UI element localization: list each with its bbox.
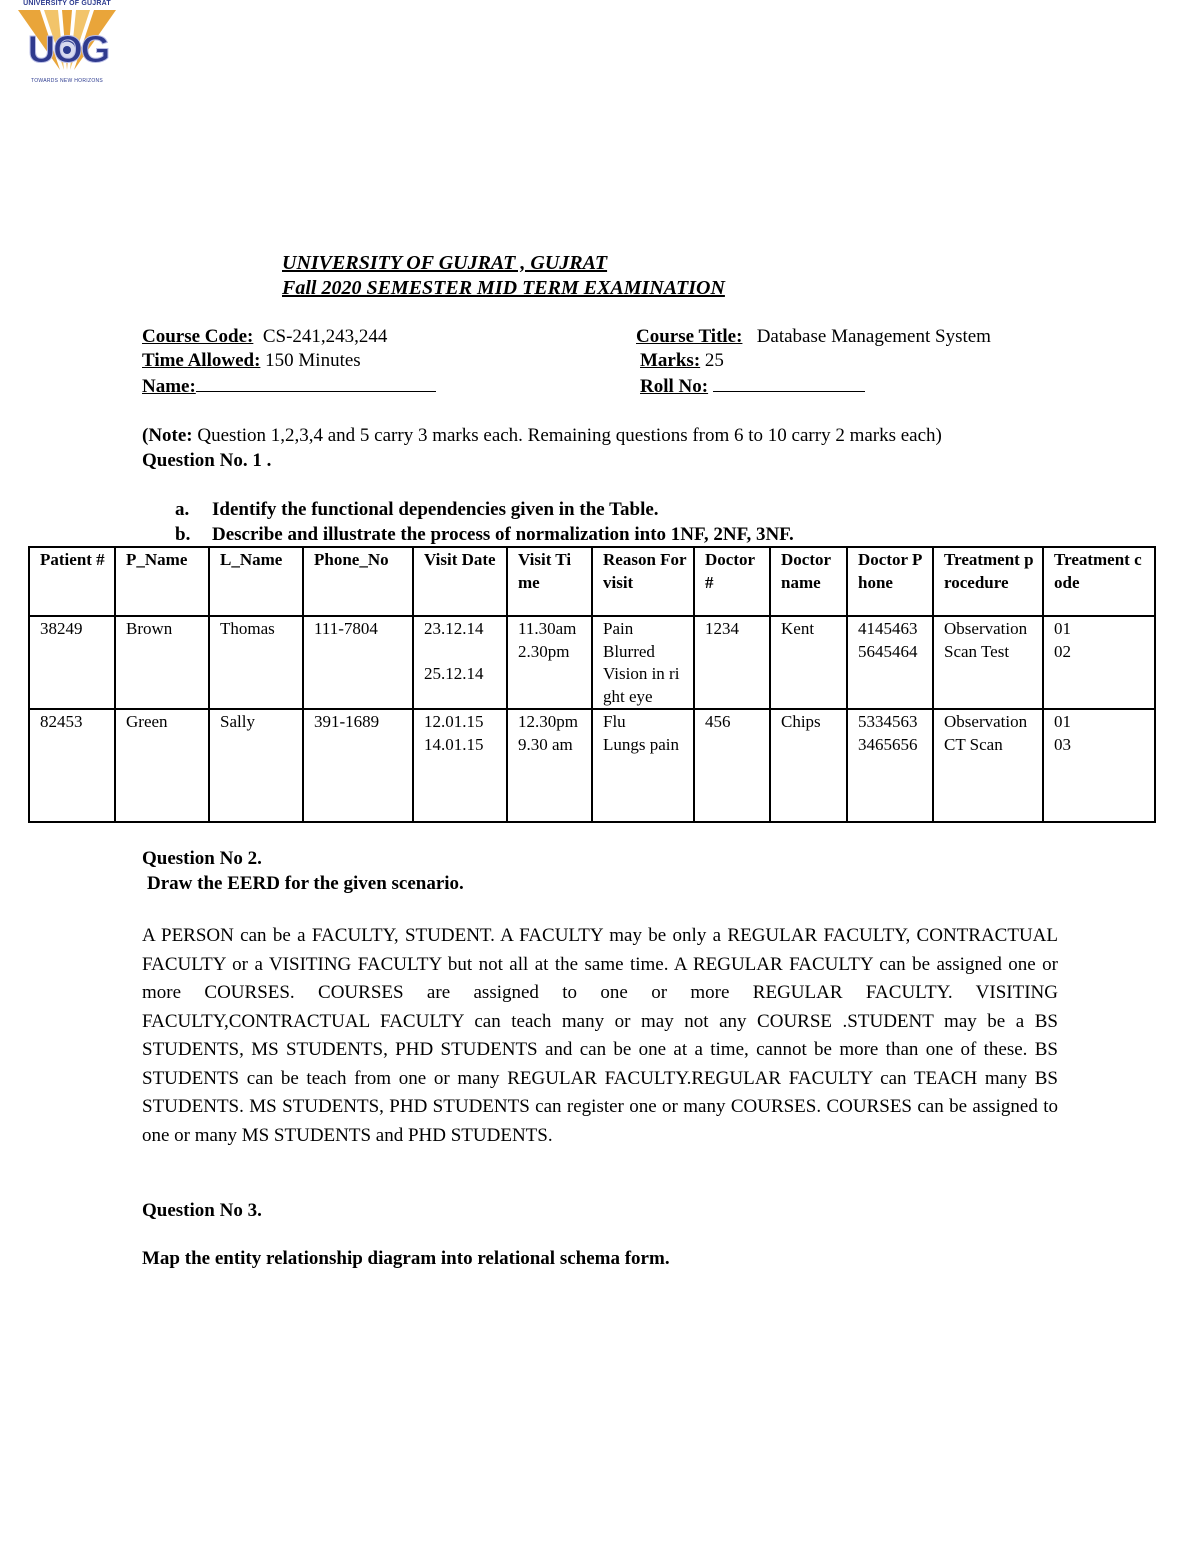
time-allowed-row: [142, 349, 361, 373]
table-cell: 38249: [29, 616, 115, 709]
question-3-instruction: Map the entity relationship diagram into relational schema form.: [142, 1248, 670, 1269]
name-blank-line: [196, 374, 436, 392]
column-header: Phone_No: [303, 547, 413, 616]
question-2-title: Question No 2.: [142, 848, 262, 869]
patient-visit-table: [28, 546, 1156, 823]
roll-no-blank-line: [713, 374, 865, 392]
column-header: Doctor #: [694, 547, 770, 616]
course-code-row: [142, 325, 387, 349]
course-title-value: Database Management System: [756, 326, 991, 347]
name-label: Name:: [142, 376, 196, 397]
marks-label: Marks:: [640, 350, 701, 371]
name-row: [142, 374, 436, 399]
table-row: [29, 709, 1155, 822]
q1-item-a-text: Identify the functional dependencies given in the Table.: [212, 499, 659, 520]
table-cell: Observation Scan Test: [933, 616, 1043, 709]
table-cell: Chips: [770, 709, 847, 822]
table-header-row: [29, 547, 1155, 616]
exam-title: Fall 2020 SEMESTER MID TERM EXAMINATION: [282, 277, 725, 299]
table-cell: 5334563 3465656: [847, 709, 933, 822]
roll-no-row: [640, 374, 865, 399]
q1-item-b-text: Describe and illustrate the process of normalization into 1NF, 2NF, 3NF.: [212, 524, 794, 545]
table-cell: 01 02: [1043, 616, 1155, 709]
column-header: Visit Time: [507, 547, 592, 616]
question-2-instruction: Draw the EERD for the given scenario.: [147, 873, 464, 894]
table-cell: 12.30pm 9.30 am: [507, 709, 592, 822]
column-header: L_Name: [209, 547, 303, 616]
university-title: UNIVERSITY OF GUJRAT , GUJRAT: [282, 252, 608, 274]
table-cell: 01 03: [1043, 709, 1155, 822]
table-cell: 1234: [694, 616, 770, 709]
table-cell: 111-7804: [303, 616, 413, 709]
table-cell: Pain Blurred Vision in right eye: [592, 616, 694, 709]
table-cell: 456: [694, 709, 770, 822]
logo-top-text: UNIVERSITY OF GUJRAT: [23, 0, 111, 7]
table-cell: 82453: [29, 709, 115, 822]
question-2-scenario: A PERSON can be a FACULTY, STUDENT. A FACULTY may be only a REGULAR FACULTY, CONTRACTUAL FACULTY or a VISITING FACULTY but not all at the same time. A REGULAR FACULTY can be assigned one or more COURSES. COURSES are assigned to one or more REGULAR FACULTY. VISITING FACULTY,CONTRACTUAL FACULTY can teach many or may not any COURSE .STUDENT may be a BS STUDENTS, MS STUDENTS, PHD STUDENTS and can be one at a time, cannot be more than one of these. BS STUDENTS can be teach from one or many REGULAR FACULTY.REGULAR FACULTY can TEACH many BS STUDENTS. MS STUDENTS, PHD STUDENTS can register one or many COURSES. COURSES can be assigned to one or many MS STUDENTS and PHD STUDENTS.: [142, 925, 1058, 1146]
marks-value: 25: [704, 350, 724, 371]
table-cell: Green: [115, 709, 209, 822]
column-header: Reason For visit: [592, 547, 694, 616]
question-1-title: Question No. 1 .: [142, 450, 272, 471]
column-header: Doctor Phone: [847, 547, 933, 616]
question-3-title: Question No 3.: [142, 1200, 262, 1221]
course-code-value: CS-241,243,244: [262, 326, 388, 347]
note-label: (Note:: [142, 425, 193, 446]
university-logo: [0, 0, 134, 86]
table-cell: 391-1689: [303, 709, 413, 822]
course-title-label: Course Title:: [636, 326, 743, 347]
time-allowed-value: 150 Minutes: [265, 350, 361, 371]
course-code-label: Course Code:: [142, 326, 254, 347]
column-header: Patient #: [29, 547, 115, 616]
q1-item-a-marker: a.: [175, 499, 190, 520]
table-cell: 23.12.14 25.12.14: [413, 616, 507, 709]
note-line: [142, 424, 942, 448]
table-cell: Brown: [115, 616, 209, 709]
logo-tagline: TOWARDS NEW HORIZONS: [30, 78, 104, 84]
table-cell: Flu Lungs pain: [592, 709, 694, 822]
logo-wordmark: UOG: [27, 29, 109, 71]
q1-item-b-marker: b.: [175, 524, 191, 545]
time-allowed-label: Time Allowed:: [142, 350, 261, 371]
table-cell: 12.01.15 14.01.15: [413, 709, 507, 822]
column-header: P_Name: [115, 547, 209, 616]
table-cell: Observation CT Scan: [933, 709, 1043, 822]
column-header: Treatment procedure: [933, 547, 1043, 616]
roll-no-label: Roll No:: [640, 376, 709, 397]
table-cell: Thomas: [209, 616, 303, 709]
marks-row: [640, 349, 724, 373]
table-cell: Sally: [209, 709, 303, 822]
column-header: Treatment code: [1043, 547, 1155, 616]
table-cell: Kent: [770, 616, 847, 709]
note-text: Question 1,2,3,4 and 5 carry 3 marks each. Remaining questions from 6 to 10 carry 2 marks each): [197, 425, 942, 446]
column-header: Visit Date: [413, 547, 507, 616]
course-title-row: [636, 325, 991, 349]
table-cell: 4145463 5645464: [847, 616, 933, 709]
table-cell: 11.30am 2.30pm: [507, 616, 592, 709]
table-row: [29, 616, 1155, 709]
column-header: Doctor name: [770, 547, 847, 616]
